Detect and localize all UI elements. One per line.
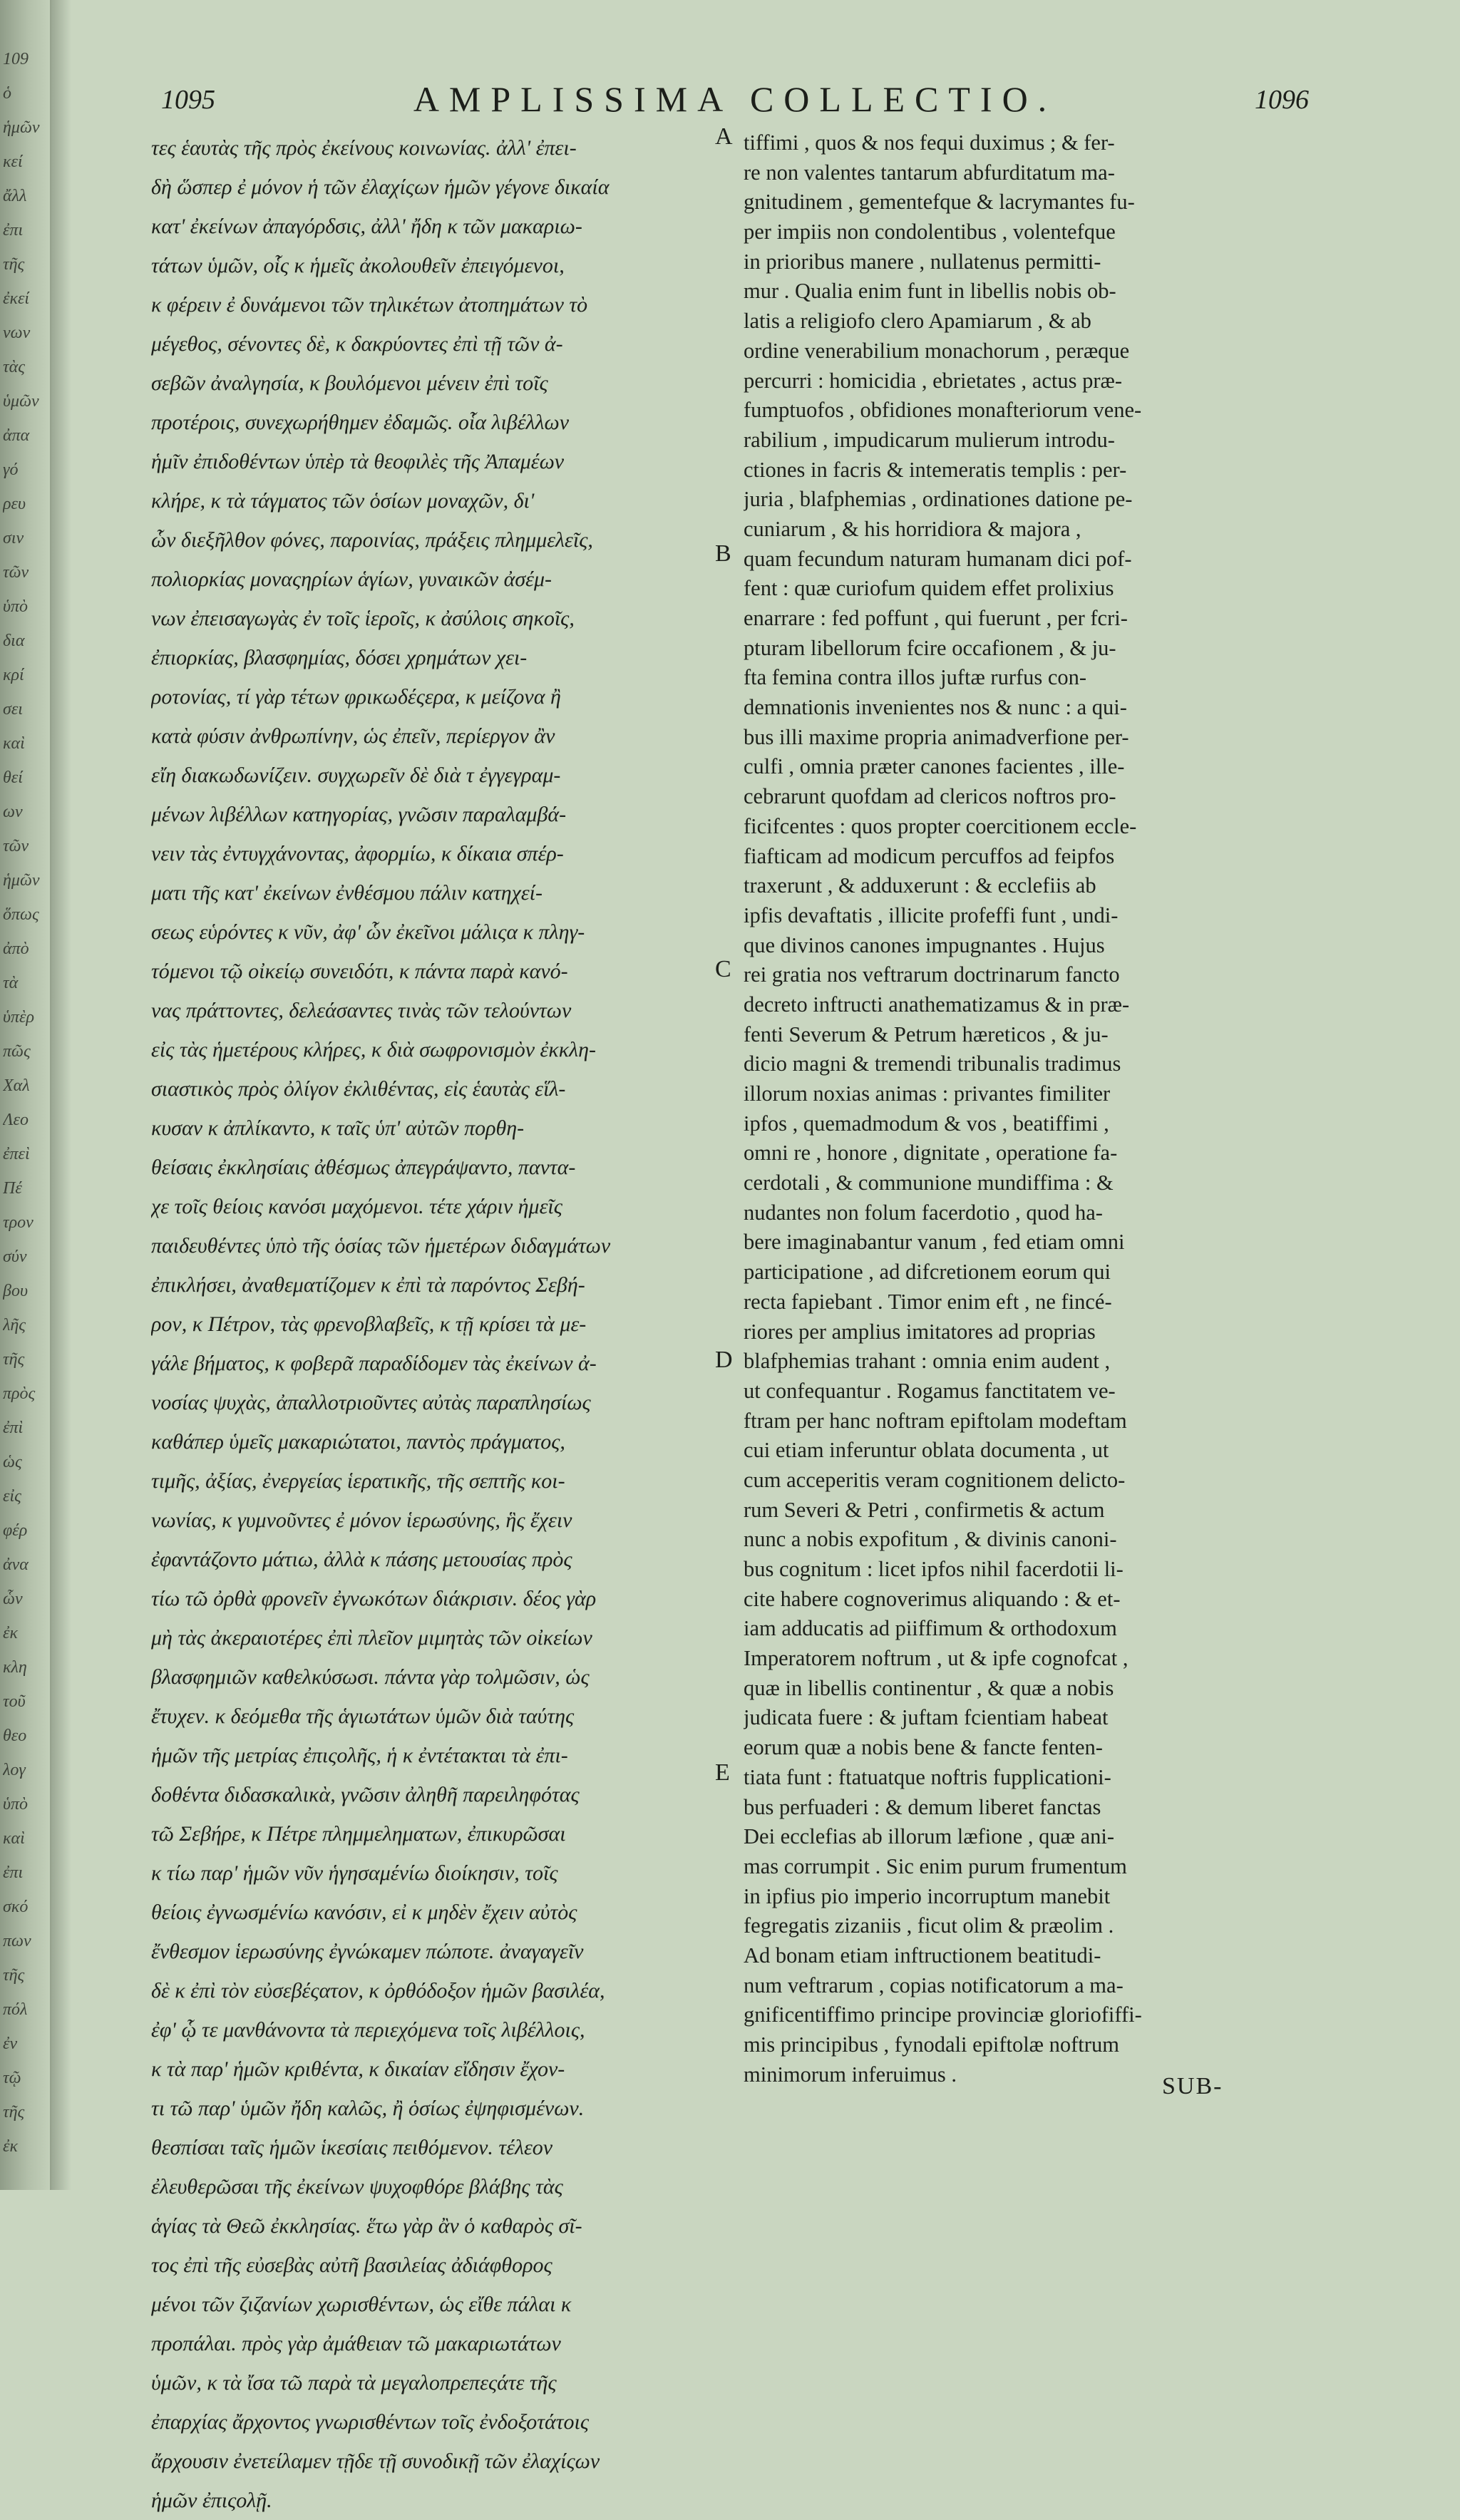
facing-page-fragment: πόλ <box>3 2000 28 2019</box>
latin-text-line: cerdotali , & communione mundiffima : & <box>744 1171 1114 1195</box>
facing-page-fragment: ἀνα <box>3 1555 29 1574</box>
latin-text-column <box>744 128 1228 2089</box>
greek-text-line: ὧν διεξῆλθον φόνες, παροινίας, πράξεις πλημμελεῖς, <box>151 528 593 552</box>
facing-page-fragment: εἰς <box>3 1487 21 1506</box>
greek-text-line: κ φέρειν ἐ δυνάμενοι τῶν τηλικέτων ἀτοπημάτων τὸ <box>151 293 588 317</box>
latin-text-line: participatione , ad difcretionem eorum qui <box>744 1260 1111 1285</box>
latin-text-line: fta femina contra illos juftæ rurfus con- <box>744 665 1087 690</box>
latin-text-line: ctiones in facris & intemeratis templis : per- <box>744 457 1127 482</box>
greek-text-line: εἴη διακωδωνίζειν. συγχωρεῖν δὲ διὰ τ ἐγγεγραμ- <box>151 763 561 787</box>
greek-text-line: κ τίω παρ' ἡμῶν νῦν ἡγησαμένίω διοίκησιν, τοῖς <box>151 1861 558 1885</box>
latin-text-line: ipfos , quemadmodum & vos , beatiffimi , <box>744 1111 1109 1136</box>
greek-text-line: χε τοῖς θείοις κανόσι μαχόμενοι. τέτε χάριν ἡμεῖς <box>151 1195 562 1218</box>
greek-text-line: πολιορκίας μοναςηρίων ἁγίων, γυναικῶν ἀσέμ- <box>151 567 552 591</box>
facing-page-fragment: τὰ <box>3 974 19 992</box>
latin-text-line: fegregatis zizaniis , ficut olim & præolim . <box>744 1913 1114 1938</box>
latin-text-line: mas corrumpit . Sic enim purum frumentum <box>744 1853 1127 1878</box>
latin-text-line: rum Severi & Petri , confirmetis & actum <box>744 1497 1105 1522</box>
greek-text-line: δοθέντα διδασκαλικὰ, γνῶσιν ἀληθῆ παρειληφότας <box>151 1783 580 1806</box>
facing-page-fragment: δια <box>3 632 25 650</box>
facing-page-fragment: ὅπως <box>3 905 39 924</box>
facing-page-fragment: ὡς <box>3 1453 22 1471</box>
catchword: SUB- <box>1162 2073 1223 2099</box>
margin-letter-b: B <box>715 540 731 567</box>
margin-letter-d: D <box>715 1347 733 1373</box>
facing-page-fragment: γό <box>3 461 19 479</box>
binding-shadow <box>50 0 71 2190</box>
latin-text-line: bus perfuaderi : & demum liberet fanctas <box>744 1794 1101 1819</box>
latin-text-line: recta fapiebant . Timor enim eft , ne fincé- <box>744 1289 1112 1314</box>
latin-text-line: illorum noxias animas : privantes fimiliter <box>744 1081 1111 1106</box>
facing-page-fragment: ων <box>3 803 23 821</box>
facing-page-fragment: τῆς <box>3 1350 25 1369</box>
latin-text-line: blafphemias trahant : omnia enim audent , <box>744 1349 1111 1374</box>
latin-text-line: que divinos canones impugnantes . Hujus <box>744 932 1105 957</box>
latin-text-line: ordine venerabilium monachorum , peræque <box>744 338 1130 363</box>
greek-text-line: ρον, κ Πέτρον, τὰς φρενοβλαβεῖς, κ τῇ κρίσει τὰ με- <box>151 1312 587 1336</box>
latin-text-line: gnitudinem , gementefque & lacrymantes fu- <box>744 190 1135 215</box>
facing-page-fragment: κλη <box>3 1658 27 1677</box>
facing-page-fragment: τῷ <box>3 2069 21 2087</box>
facing-page-fragment: ὑπὸ <box>3 597 29 616</box>
latin-text-line: ut confequantur . Rogamus fanctitatem ve- <box>744 1378 1116 1403</box>
latin-text-line: ipfis devaftatis , illicite profeffi funt , undi- <box>744 902 1119 927</box>
greek-text-line: μέγεθος, σένοντες δὲ, κ δακρύοντες ἐπὶ τῇ τῶν ἀ- <box>151 332 563 356</box>
facing-page-fragment: καὶ <box>3 734 25 753</box>
facing-page-fragment: τῶν <box>3 837 29 855</box>
greek-text-line: ὑμῶν, κ τὰ ἴσα τῶ παρὰ τὰ μεγαλοπρεπεςάτε τῆς <box>151 2371 557 2395</box>
greek-text-line: ἔνθεσμον ἱερωσύνης ἐγνώκαμεν πώποτε. ἀναγαγεῖν <box>151 1940 584 1963</box>
facing-page-fragment: ἐπὶ <box>3 1419 24 1437</box>
facing-page-fragment: τὰς <box>3 358 25 376</box>
latin-text-line: decreto inftructi anathematizamus & in præ- <box>744 992 1130 1017</box>
facing-page-fragment: πρὸς <box>3 1384 36 1403</box>
facing-page-fragment: θεο <box>3 1727 27 1745</box>
greek-text-line: ματι τῆς κατ' ἐκείνων ἐνθέσμου πάλιν κατηχεί- <box>151 881 543 905</box>
greek-text-line: προπάλαι. πρὸς γὰρ ἀμάθειαν τῶ μακαριωτάτων <box>151 2332 561 2355</box>
margin-letter-a: A <box>715 123 733 150</box>
greek-text-line: σεβῶν ἀναλγησία, κ βουλόμενοι μένειν ἐπὶ τοῖς <box>151 371 548 395</box>
greek-text-line: ἐπιορκίας, βλασφημίας, δόσει χρημάτων χει- <box>151 646 528 669</box>
greek-text-line: δὴ ὥσπερ ἐ μόνον ἡ τῶν ἐλαχίςων ἡμῶν γέγονε δικαία <box>151 175 610 199</box>
greek-text-line: μὴ τὰς ἀκεραιοτέρες ἐπὶ πλεῖον μιμητὰς τῶν οἰκείων <box>151 1626 592 1650</box>
latin-text-line: mis principibus , fynodali epiftolæ noftrum <box>744 2032 1119 2057</box>
greek-text-line: καθάπερ ὑμεῖς μακαριώτατοι, παντὸς πράγματος, <box>151 1430 565 1454</box>
greek-text-line: τῶ Σεβήρε, κ Πέτρε πλημμεληματων, ἐπικυρῶσαι <box>151 1822 566 1846</box>
latin-text-line: in prioribus manere , nullatenus permitti- <box>744 249 1101 274</box>
greek-text-line: ἡμῶν ἐπιςολῇ. <box>151 2489 272 2512</box>
greek-text-line: γάλε βήματος, κ φοβερᾶ παραδίδομεν τὰς ἐκείνων ἀ- <box>151 1352 597 1375</box>
facing-page-fragment: πων <box>3 1932 31 1950</box>
greek-text-line: θείοις ἐγνωσμένίω κανόσιν, εἰ κ μηδὲν ἔχειν αὐτὸς <box>151 1901 577 1924</box>
facing-page-fragment: καὶ <box>3 1829 25 1848</box>
greek-text-line: τι τῶ παρ' ὑμῶν ἤδη καλῶς, ἢ ὁσίως ἐψηφισμένων. <box>151 2097 585 2120</box>
greek-text-line: ἔτυχεν. κ δεόμεθα τῆς ἁγιωτάτων ὑμῶν διὰ ταύτης <box>151 1704 575 1728</box>
facing-page-fragment: σκό <box>3 1898 29 1916</box>
greek-text-line: ἐπαρχίας ἄρχοντος γνωρισθέντων τοῖς ἐνδοξοτάτοις <box>151 2410 589 2434</box>
running-title: AMPLISSIMA COLLECTIO. <box>413 79 1057 119</box>
latin-text-line: rabilium , impudicarum mulierum introdu- <box>744 427 1115 452</box>
facing-page-fragment: ἄλλ <box>3 187 27 205</box>
greek-text-line: ἡμῶν τῆς μετρίας ἐπιςολῆς, ἡ κ ἐντέτακται τὰ ἐπι- <box>151 1744 568 1767</box>
book-page <box>71 0 1460 2512</box>
latin-text-line: quæ in libellis continentur , & quæ a nobis <box>744 1675 1114 1700</box>
greek-text-line: δὲ κ ἐπὶ τὸν εὐσεβέςατον, κ ὀρθόδοξον ἡμῶν βασιλέα, <box>151 1979 605 2002</box>
latin-text-line: nudantes non folum facerdotio , quod ha- <box>744 1200 1103 1225</box>
latin-text-line: latis a religiofo clero Apamiarum , & ab <box>744 309 1091 334</box>
greek-text-line: ἁγίας τὰ Θεῶ ἐκκλησίας. ἕτω γὰρ ἂν ὁ καθαρὸς σῖ- <box>151 2214 582 2238</box>
latin-text-line: Imperatorem noftrum , ut & ipfe cognofcat , <box>744 1646 1129 1671</box>
facing-page-fragment: ὁ <box>3 84 11 103</box>
latin-text-line: rei gratia nos veftrarum doctrinarum fancto <box>744 962 1120 987</box>
greek-text-line: νων ἐπεισαγωγὰς ἐν τοῖς ἱεροῖς, κ ἀσύλοις σηκοῖς, <box>151 607 575 630</box>
greek-text-column <box>151 128 782 2520</box>
facing-page-fragment: θεί <box>3 768 23 787</box>
greek-text-line: μένων λιβέλλων κατηγορίας, γνῶσιν παραλαμβά- <box>151 803 567 826</box>
facing-page-fragment: Χαλ <box>3 1076 30 1095</box>
greek-text-line: κλήρε, κ τὰ τάγματος τῶν ὁσίων μοναχῶν, δι' <box>151 489 535 513</box>
greek-text-line: προτέροις, συνεχωρήθημεν ἐδαμῶς. οἷα λιβέλλων <box>151 411 570 434</box>
greek-text-line: νειν τὰς ἐντυγχάνοντας, ἀφορμίω, κ δίκαια σπέρ- <box>151 842 564 865</box>
greek-text-line: βλασφημιῶν καθελκύσωσι. πάντα γὰρ τολμῶσιν, ὡς <box>151 1665 590 1689</box>
facing-page-fragment: σύν <box>3 1248 27 1266</box>
facing-page-fragment: τῆς <box>3 2103 25 2122</box>
latin-text-line: bus illi maxime propria animadverfione per- <box>744 724 1129 749</box>
greek-text-line: σεως εὑρόντες κ νῦν, ἀφ' ὧν ἐκεῖνοι μάλιςα κ πληγ- <box>151 920 585 944</box>
greek-text-line: κ τὰ παρ' ἡμῶν κριθέντα, κ δικαίαν εἴδησιν ἔχον- <box>151 2057 565 2081</box>
latin-text-line: Ad bonam etiam inftructionem beatitudi- <box>744 1943 1101 1968</box>
greek-text-line: κατὰ φύσιν ἀνθρωπίνην, ὡς ἐπεῖν, περίεργον ἂν <box>151 724 555 748</box>
facing-page-fragment: βου <box>3 1282 28 1300</box>
greek-text-line: ἐπικλήσει, ἀναθεματίζομεν κ ἐπὶ τὰ παρόντος Σεβή- <box>151 1273 585 1297</box>
facing-page-fragment: ἐν <box>3 2035 18 2053</box>
greek-text-line: θεσπίσαι ταῖς ἡμῶν ἱκεσίαις πειθόμενον. τέλεον <box>151 2136 553 2159</box>
latin-text-line: omni re , honore , dignitate , operatione fa- <box>744 1141 1118 1166</box>
latin-text-line: iam adducatis ad piiffimum & orthodoxum <box>744 1616 1117 1641</box>
latin-text-line: percurri : homicidia , ebrietates , actus præ- <box>744 368 1123 393</box>
latin-text-line: judicata fuere : & juftam fcientiam habeat <box>744 1705 1109 1730</box>
latin-text-line: bus cognitum : licet ipfos nihil facerdotii li- <box>744 1557 1124 1581</box>
facing-page-fragment: ἐπεὶ <box>3 1145 30 1163</box>
facing-page-fragment: 109 <box>3 50 29 68</box>
facing-page-fragment: ὑπὲρ <box>3 1008 35 1027</box>
latin-text-line: num veftrarum , copias notificatorum a ma- <box>744 1973 1124 1997</box>
facing-page-fragment: πῶς <box>3 1042 31 1061</box>
greek-text-line: ἡμῖν ἐπιδοθέντων ὑπὲρ τὰ θεοφιλὲς τῆς Ἀπαμέων <box>151 450 565 473</box>
facing-page-fragment: κεί <box>3 153 23 171</box>
facing-page-fragment: σει <box>3 700 23 719</box>
greek-text-line: παιδευθέντες ὑπὸ τῆς ὁσίας τῶν ἡμετέρων διδαγμάτων <box>151 1234 611 1258</box>
latin-text-line: ficifcentes : quos propter coercitionem eccle- <box>744 813 1137 838</box>
facing-page-fragment: ὑπὸ <box>3 1795 29 1814</box>
margin-letter-e: E <box>715 1759 730 1786</box>
latin-text-line: re non valentes tantarum abfurditatum ma- <box>744 160 1115 185</box>
latin-text-line: cum acceperitis veram cognitionem delicto- <box>744 1467 1126 1492</box>
greek-text-line: ροτονίας, τί γὰρ τέτων φρικωδέςερα, κ μείζονα ἢ <box>151 685 561 709</box>
facing-page-fragment: λογ <box>3 1761 26 1779</box>
facing-page-fragment: ἡμῶν <box>3 871 40 890</box>
facing-page-fragment: ἐκ <box>3 1624 18 1642</box>
greek-text-line: σιαστικὸς πρὸς ὀλίγον ἐκλιθέντας, εἰς ἑαυτὰς εἵλ- <box>151 1077 566 1101</box>
greek-text-line: εἰς τὰς ἡμετέρους κλήρες, κ διὰ σωφρονισμὸν ἐκκλη- <box>151 1038 597 1061</box>
greek-text-line: ἐφ' ᾧ τε μανθάνοντα τὰ περιεχόμενα τοῖς λιβέλλοις, <box>151 2018 585 2042</box>
latin-text-line: riores per amplius imitatores ad proprias <box>744 1319 1096 1344</box>
latin-text-line: fumptuofos , obfidiones monafteriorum vene- <box>744 398 1142 423</box>
facing-page-fragment: ἐκ <box>3 2137 18 2156</box>
latin-text-line: cite habere cognoverimus aliquando : & et- <box>744 1586 1121 1611</box>
greek-text-line: νας πράττοντες, δελεάσαντες τινὰς τῶν τελούντων <box>151 999 572 1022</box>
greek-text-line: μένοι τῶν ζιζανίων χωρισθέντων, ὡς εἴθε πάλαι κ <box>151 2293 572 2316</box>
greek-text-line: τιμῆς, ἀξίας, ἐνεργείας ἱερατικῆς, τῆς σεπτῆς κοι- <box>151 1469 565 1493</box>
greek-text-line: κατ' ἐκείνων ἀπαγόρδσις, ἀλλ' ἤδη κ τῶν μακαριω- <box>151 215 582 238</box>
facing-page-fragment: τρον <box>3 1213 34 1232</box>
facing-page-fragment: νων <box>3 324 31 342</box>
latin-text-line: cui etiam inferuntur oblata documenta , ut <box>744 1438 1109 1463</box>
greek-text-line: κυσαν κ ἀπλίκαντο, κ ταῖς ὑπ' αὐτῶν πορθη- <box>151 1116 525 1140</box>
latin-text-line: tiffimi , quos & nos fequi duximus ; & fer- <box>744 130 1115 155</box>
latin-text-line: quam fecundum naturam humanam dici pof- <box>744 546 1132 571</box>
greek-text-line: τάτων ὑμῶν, οἷς κ ἡμεῖς ἀκολουθεῖν ἐπειγόμενοι, <box>151 254 565 277</box>
greek-text-line: τες ἑαυτὰς τῆς πρὸς ἐκείνους κοινωνίας. ἀλλ' ἐπει- <box>151 136 577 160</box>
latin-text-line: dicio magni & tremendi tribunalis tradimus <box>744 1051 1121 1076</box>
greek-text-line: τίω τῶ ὀρθὰ φρονεῖν ἐγνωκότων διάκρισιν. δέος γὰρ <box>151 1587 597 1610</box>
latin-text-line: eorum quæ a nobis bene & fancte fenten- <box>744 1735 1103 1760</box>
latin-text-line: demnationis invenientes nos & nunc : a qui- <box>744 695 1127 720</box>
facing-page-fragment: Λεο <box>3 1111 29 1129</box>
facing-page-fragment: ἡμῶν <box>3 118 40 137</box>
facing-page-fragment: ρευ <box>3 495 26 513</box>
facing-page-fragment: κρί <box>3 666 24 684</box>
latin-text-line: mur . Qualia enim funt in libellis nobis ob- <box>744 279 1116 304</box>
latin-text-line: per impiis non condolentibus , volentefque <box>744 220 1116 245</box>
latin-text-line: fiafticam ad modicum percuffos ad feipfos <box>744 843 1115 868</box>
latin-text-line: minimorum inferuimus . <box>744 2062 957 2087</box>
greek-text-line: ἐλευθερῶσαι τῆς ἐκείνων ψυχοφθόρε βλάβης τὰς <box>151 2175 563 2198</box>
latin-text-line: Dei ecclefias ab illorum læfione , quæ ani- <box>744 1824 1115 1849</box>
facing-page-fragment: Πέ <box>3 1179 22 1198</box>
facing-page-fragment: ὧν <box>3 1590 23 1608</box>
latin-text-line: juria , blafphemias , ordinationes datione pe- <box>744 487 1133 512</box>
left-page-number: 1095 <box>161 85 215 115</box>
facing-page-fragment: τῆς <box>3 1966 25 1985</box>
latin-text-line: fenti Severum & Petrum hæreticos , & ju- <box>744 1022 1109 1046</box>
greek-text-line: τόμενοι τῷ οἰκείῳ συνειδότι, κ πάντα παρὰ κανό- <box>151 960 568 983</box>
latin-text-line: tiata funt : ftatuatque noftris fupplicationi- <box>744 1764 1111 1789</box>
facing-page-fragment: ἀπα <box>3 426 30 445</box>
latin-text-line: cuniarum , & his horridiora & majora , <box>744 516 1081 541</box>
facing-page-fragment: φέρ <box>3 1521 28 1540</box>
facing-page-edge <box>0 0 51 2190</box>
greek-text-line: ἄρχουσιν ἐνετείλαμεν τῇδε τῇ συνοδικῇ τῶν ἐλαχίςων <box>151 2449 600 2473</box>
latin-text-line: nunc a nobis expofitum , & divinis canoni- <box>744 1527 1117 1552</box>
latin-text-line: culfi , omnia præter canones facientes , ille- <box>744 754 1125 779</box>
margin-letter-c: C <box>715 956 731 982</box>
latin-text-line: cebrarunt quofdam ad clericos noftros pro- <box>744 784 1116 809</box>
latin-text-line: fent : quæ curiofum quidem effet prolixius <box>744 576 1114 601</box>
facing-page-fragment: τῶν <box>3 563 29 582</box>
page-header <box>161 78 1309 121</box>
greek-text-line: νωνίας, κ γυμνοῦντες ἐ μόνον ἱερωσύνης, ἣς ἔχειν <box>151 1508 572 1532</box>
latin-text-line: ftram per hanc noftram epiftolam modeftam <box>744 1408 1127 1433</box>
facing-page-fragment: τοῦ <box>3 1692 26 1711</box>
greek-text-line: τος ἐπὶ τῆς εὐσεβὰς αὐτῆ βασιλείας ἀδιάφθορος <box>151 2253 552 2277</box>
greek-text-line: ἐφαντάζοντο μάτιω, ἀλλὰ κ πάσης μετουσίας πρὸς <box>151 1548 572 1571</box>
latin-text-line: bere imaginabantur vanum , fed etiam omni <box>744 1230 1125 1255</box>
right-page-number: 1096 <box>1255 85 1309 115</box>
facing-page-fragment: ἐπι <box>3 221 24 240</box>
greek-text-line: νοσίας ψυχὰς, ἀπαλλοτριοῦντες αὐτὰς παραπλησίως <box>151 1391 591 1414</box>
facing-page-fragment: ὑμῶν <box>3 392 39 411</box>
facing-page-fragment: τῆς <box>3 255 25 274</box>
facing-page-fragment: λῆς <box>3 1316 26 1334</box>
facing-page-fragment: ἀπὸ <box>3 940 29 958</box>
latin-text-line: enarrare : fed poffunt , qui fuerunt , per fcri- <box>744 606 1128 630</box>
latin-text-line: in ipfius pio imperio incorruptum manebit <box>744 1883 1111 1908</box>
facing-page-fragment: ἐπι <box>3 1863 24 1882</box>
greek-text-line: θείσαις ἐκκλησίαις ἀθέσμως ἀπεγράψαντο, παντα- <box>151 1156 576 1179</box>
latin-text-line: pturam libellorum fcire occafionem , & ju- <box>744 635 1116 660</box>
facing-page-fragment: ἐκεί <box>3 289 30 308</box>
latin-text-line: gnificentiffimo principe provinciæ gloriofiffi- <box>744 2002 1142 2027</box>
latin-text-line: traxerunt , & adduxerunt : & ecclefiis ab <box>744 873 1096 898</box>
facing-page-fragment: σιν <box>3 529 24 547</box>
